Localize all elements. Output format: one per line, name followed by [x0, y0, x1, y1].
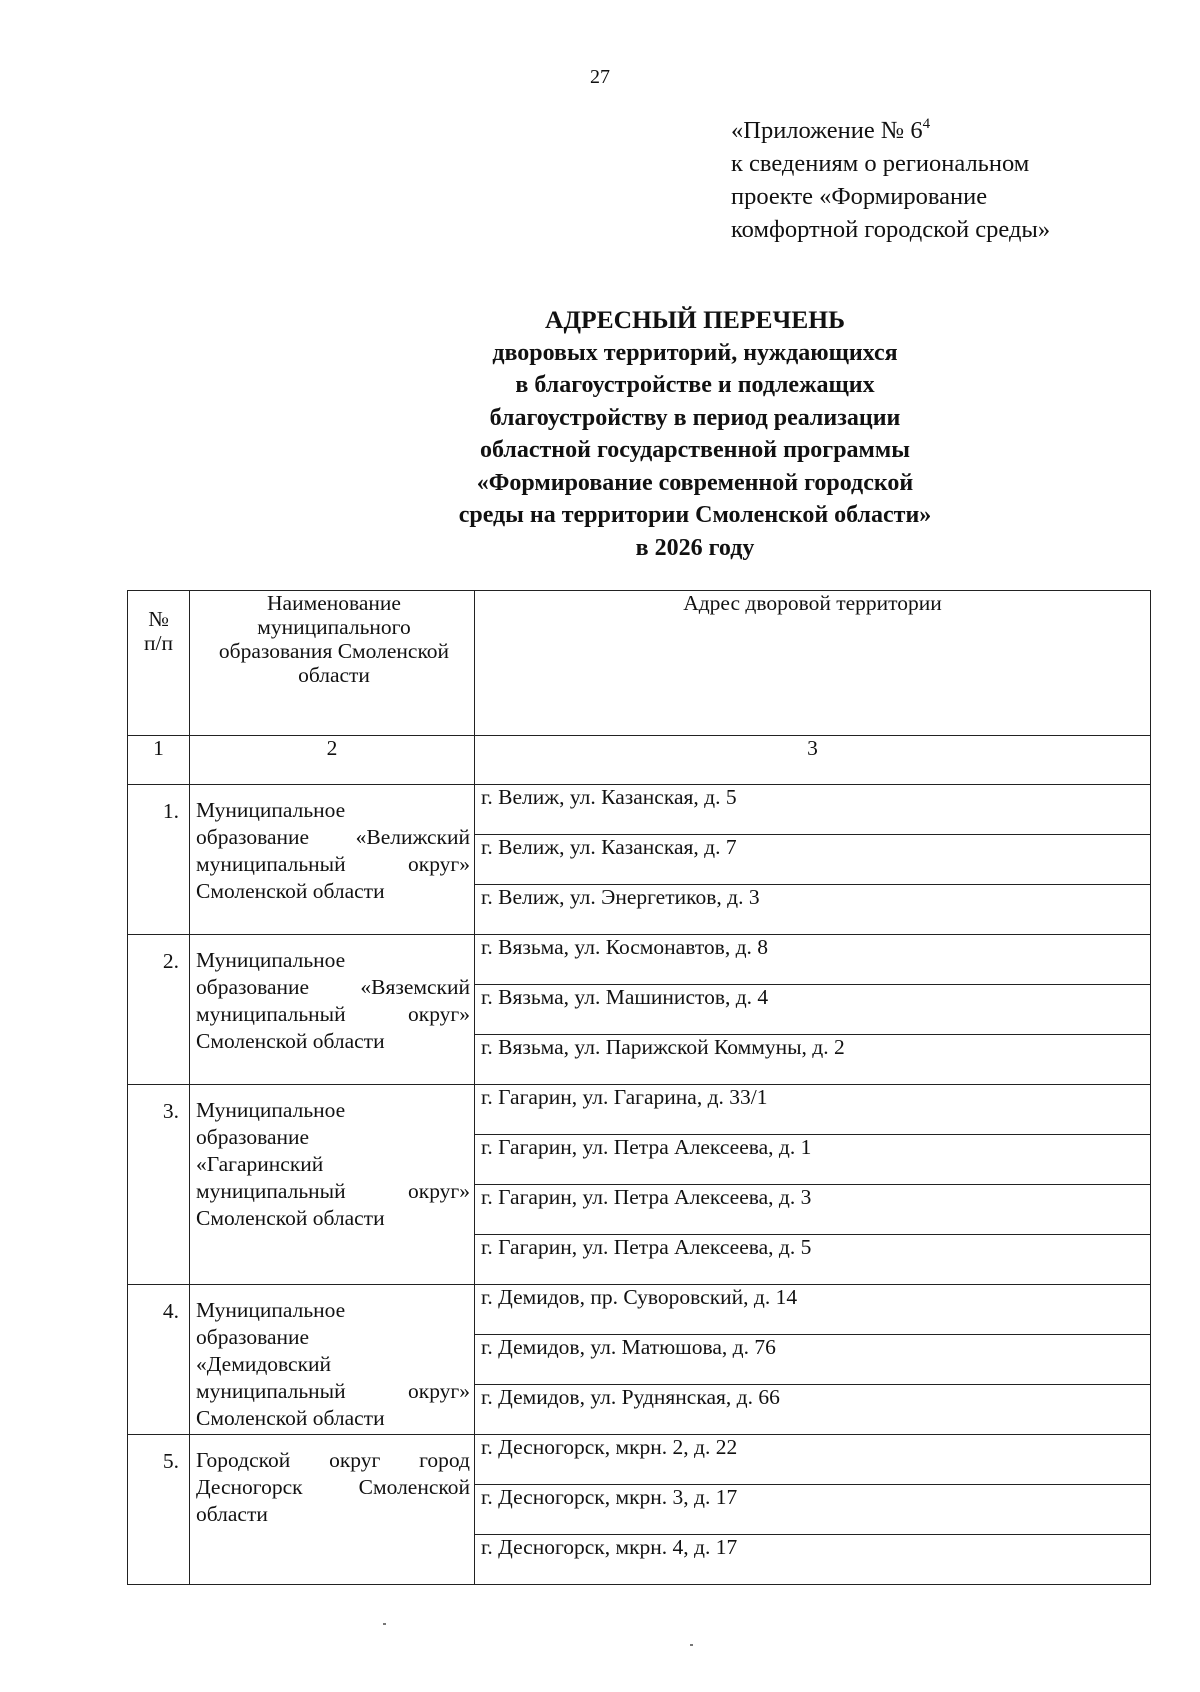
municipality-name [190, 1085, 475, 1285]
appendix-line-2: к сведениям о региональном [731, 150, 1030, 177]
municipality-line: Муниципальное [196, 1098, 346, 1122]
table-row [128, 785, 1151, 835]
address-cell: г. Демидов, пр. Суворовский, д. 14 [475, 1285, 1151, 1335]
title-line: областной государственной программы [480, 437, 910, 463]
title-line: дворовых территорий, нуждающихся [492, 339, 898, 366]
municipality-name [190, 935, 475, 1085]
header-address: Адрес дворовой территории [475, 591, 1151, 736]
row-number: 5. [128, 1435, 190, 1585]
header-row [128, 591, 1151, 736]
address-cell: г. Гагарин, ул. Петра Алексеева, д. 5 [475, 1235, 1151, 1285]
address-cell: г. Вязьма, ул. Космонавтов, д. 8 [475, 935, 1151, 985]
address-table [127, 590, 1151, 1585]
address-cell: г. Гагарин, ул. Петра Алексеева, д. 3 [475, 1185, 1151, 1235]
municipality-line: образование «Велижский [196, 825, 470, 849]
municipality-line: Муниципальное [196, 798, 346, 822]
row-number: 3. [128, 1085, 190, 1285]
address-cell: г. Гагарин, ул. Петра Алексеева, д. 1 [475, 1135, 1151, 1185]
address-cell: г. Демидов, ул. Матюшова, д. 76 [475, 1335, 1151, 1385]
title-line: в благоустройстве и подлежащих [515, 372, 875, 398]
row-number: 1. [128, 785, 190, 935]
title-line: среды на территории Смоленской области» [458, 502, 932, 528]
column-index-row [128, 736, 1151, 785]
header-number-sign: № [148, 607, 169, 631]
municipality-line: образование «Вяземский [196, 975, 470, 999]
appendix-superscript: 4 [922, 116, 931, 132]
appendix-note [731, 114, 1171, 246]
municipality-line: муниципальный округ» [196, 1179, 470, 1203]
column-index: 2 [190, 736, 475, 785]
municipality-line: Городской округ город [196, 1448, 470, 1472]
address-cell: г. Десногорск, мкрн. 4, д. 17 [475, 1535, 1151, 1585]
title-main: АДРЕСНЫЙ ПЕРЕЧЕНЬ [545, 305, 845, 334]
address-cell: г. Велиж, ул. Казанская, д. 5 [475, 785, 1151, 835]
municipality-name [190, 1285, 475, 1435]
title-line: «Формирование современной городской [476, 469, 914, 496]
address-cell: г. Вязьма, ул. Машинистов, д. 4 [475, 985, 1151, 1035]
header-municipality: Наименование муниципального образования Смоленской области [190, 591, 475, 736]
municipality-line: области [196, 1502, 268, 1526]
column-index: 3 [475, 736, 1151, 785]
address-cell: г. Велиж, ул. Энергетиков, д. 3 [475, 885, 1151, 935]
document-title [300, 304, 1090, 564]
municipality-name [190, 785, 475, 935]
scan-speck [690, 1644, 693, 1646]
appendix-label: «Приложение № 6 [731, 117, 923, 144]
municipality-line: муниципальный округ» [196, 1379, 470, 1403]
page-number: 27 [590, 66, 610, 88]
row-number: 2. [128, 935, 190, 1085]
municipality-line: Десногорск Смоленской [196, 1475, 470, 1499]
municipality-line: образование [196, 1125, 310, 1149]
address-cell: г. Десногорск, мкрн. 2, д. 22 [475, 1435, 1151, 1485]
appendix-line-3: проекте «Формирование [731, 183, 988, 210]
municipality-line: Муниципальное [196, 1298, 346, 1322]
header-number-pp: п/п [144, 631, 173, 655]
title-line: благоустройству в период реализации [489, 404, 901, 431]
municipality-line: Муниципальное [196, 948, 346, 972]
municipality-line: «Гагаринский [196, 1152, 324, 1176]
municipality-line: образование [196, 1325, 310, 1349]
table-row [128, 1435, 1151, 1485]
municipality-line: Смоленской области [196, 1029, 385, 1053]
table-row [128, 1085, 1151, 1135]
column-index: 1 [128, 736, 190, 785]
address-cell: г. Вязьма, ул. Парижской Коммуны, д. 2 [475, 1035, 1151, 1085]
table-row [128, 935, 1151, 985]
scan-speck [383, 1623, 386, 1625]
municipality-name [190, 1435, 475, 1585]
appendix-line-4: комфортной городской среды» [731, 216, 1051, 243]
table-row [128, 1285, 1151, 1335]
municipality-line: Смоленской области [196, 1406, 385, 1430]
address-cell: г. Десногорск, мкрн. 3, д. 17 [475, 1485, 1151, 1535]
municipality-line: Смоленской области [196, 1206, 385, 1230]
title-line: в 2026 году [635, 534, 755, 561]
municipality-line: Смоленской области [196, 879, 385, 903]
address-cell: г. Демидов, ул. Руднянская, д. 66 [475, 1385, 1151, 1435]
address-cell: г. Гагарин, ул. Гагарина, д. 33/1 [475, 1085, 1151, 1135]
header-number [128, 591, 190, 736]
address-cell: г. Велиж, ул. Казанская, д. 7 [475, 835, 1151, 885]
municipality-line: «Демидовский [196, 1352, 332, 1376]
row-number: 4. [128, 1285, 190, 1435]
municipality-line: муниципальный округ» [196, 1002, 470, 1026]
appendix-line-1 [731, 114, 1171, 147]
municipality-line: муниципальный округ» [196, 852, 470, 876]
